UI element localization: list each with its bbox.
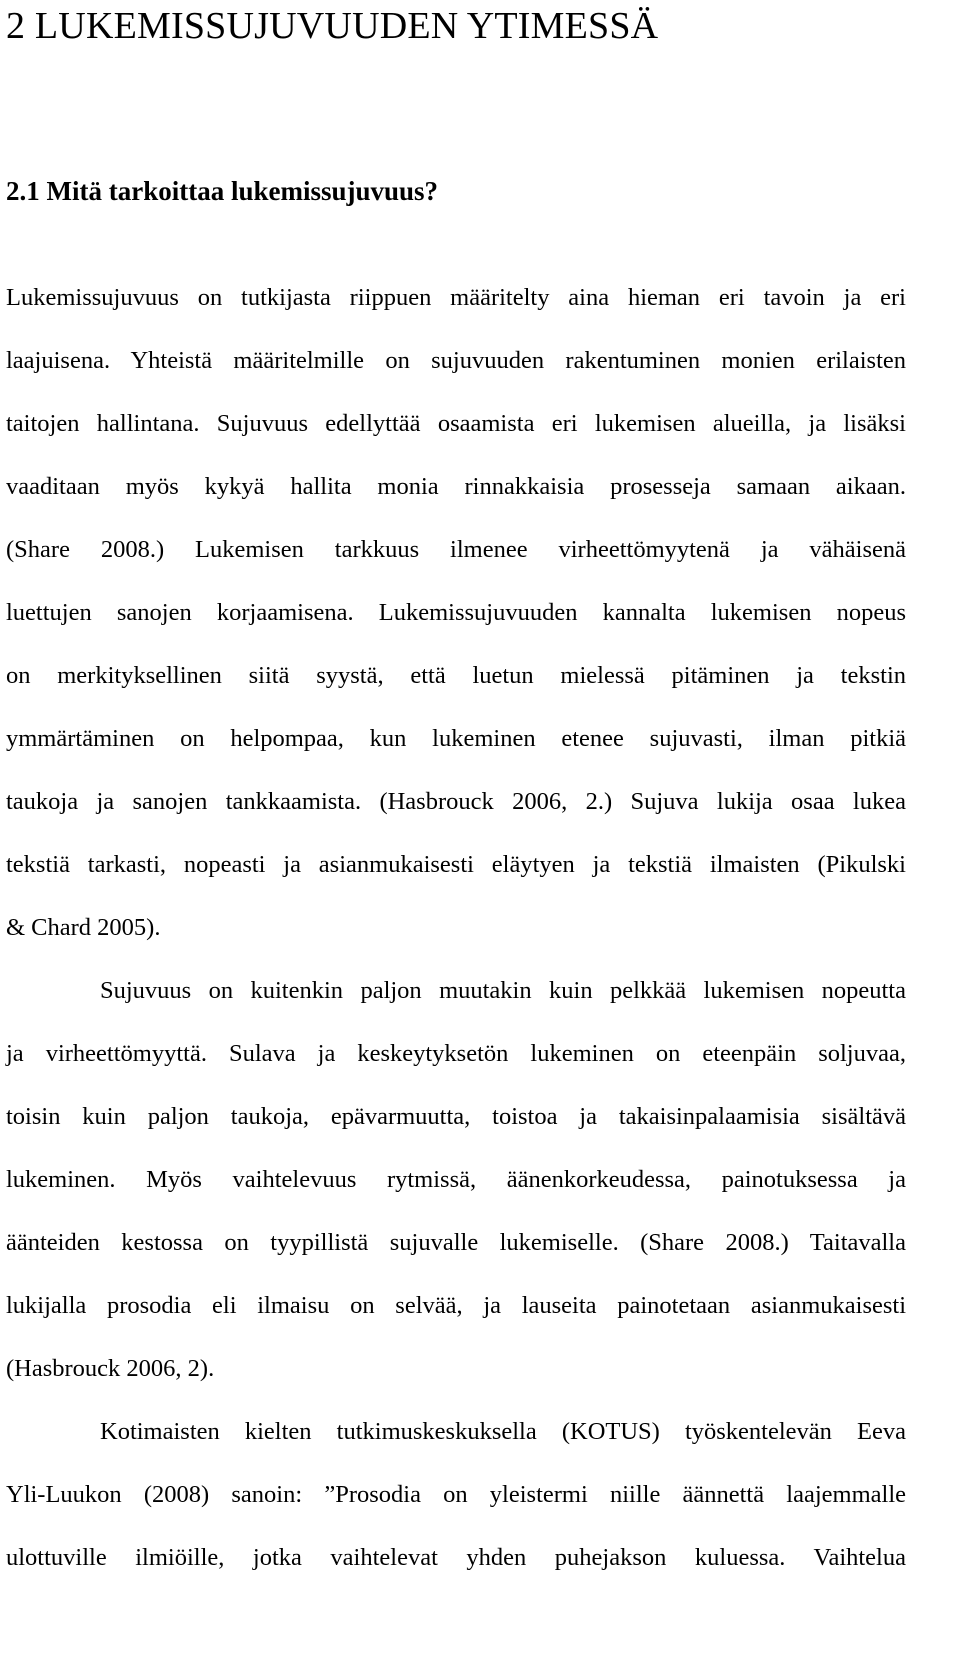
text-line: Lukemissujuvuus on tutkijasta riippuen määritelty aina hieman eri tavoin ja eri bbox=[6, 284, 906, 311]
text-line: Kotimaisten kielten tutkimuskeskuksella (KOTUS) työskentelevän Eeva bbox=[100, 1418, 906, 1445]
text-line: (Hasbrouck 2006, 2). bbox=[6, 1355, 215, 1382]
text-line: laajuisena. Yhteistä määritelmille on sujuvuuden rakentuminen monien erilaisten bbox=[6, 347, 906, 374]
text-line: lukeminen. Myös vaihtelevuus rytmissä, äänenkorkeudessa, painotuksessa ja bbox=[6, 1166, 906, 1193]
text-line: Sujuvuus on kuitenkin paljon muutakin kuin pelkkää lukemisen nopeutta bbox=[100, 977, 906, 1004]
text-line: luettujen sanojen korjaamisena. Lukemissujuvuuden kannalta lukemisen nopeus bbox=[6, 599, 906, 626]
text-line: ja virheettömyyttä. Sulava ja keskeytyksetön lukeminen on eteenpäin soljuvaa, bbox=[6, 1040, 906, 1067]
text-line: Yli-Luukon (2008) sanoin: ”Prosodia on yleistermi niille äännettä laajemmalle bbox=[6, 1481, 906, 1508]
text-line: (Share 2008.) Lukemisen tarkkuus ilmenee virheettömyytenä ja vähäisenä bbox=[6, 536, 906, 563]
chapter-heading: 2 LUKEMISSUJUVUUDEN YTIMESSÄ bbox=[6, 5, 659, 47]
text-line: toisin kuin paljon taukoja, epävarmuutta, toistoa ja takaisinpalaamisia sisältävä bbox=[6, 1103, 906, 1130]
text-line: & Chard 2005). bbox=[6, 914, 161, 941]
section-heading: 2.1 Mitä tarkoittaa lukemissujuvuus? bbox=[6, 176, 439, 206]
text-line: tekstiä tarkasti, nopeasti ja asianmukaisesti eläytyen ja tekstiä ilmaisten (Pikulski bbox=[6, 851, 906, 878]
text-line: äänteiden kestossa on tyypillistä sujuvalle lukemiselle. (Share 2008.) Taitavalla bbox=[6, 1229, 906, 1256]
text-line: taukoja ja sanojen tankkaamista. (Hasbrouck 2006, 2.) Sujuva lukija osaa lukea bbox=[6, 788, 906, 815]
text-line: vaaditaan myös kykyä hallita monia rinnakkaisia prosesseja samaan aikaan. bbox=[6, 473, 906, 500]
text-line: taitojen hallintana. Sujuvuus edellyttää osaamista eri lukemisen alueilla, ja lisäksi bbox=[6, 410, 906, 437]
text-line: ulottuville ilmiöille, jotka vaihtelevat yhden puhejakson kuluessa. Vaihtelua bbox=[6, 1544, 906, 1571]
text-line: on merkityksellinen siitä syystä, että luetun mielessä pitäminen ja tekstin bbox=[6, 662, 906, 689]
text-line: lukijalla prosodia eli ilmaisu on selvää, ja lauseita painotetaan asianmukaisesti bbox=[6, 1292, 906, 1319]
text-line: ymmärtäminen on helpompaa, kun lukeminen etenee sujuvasti, ilman pitkiä bbox=[6, 725, 906, 752]
